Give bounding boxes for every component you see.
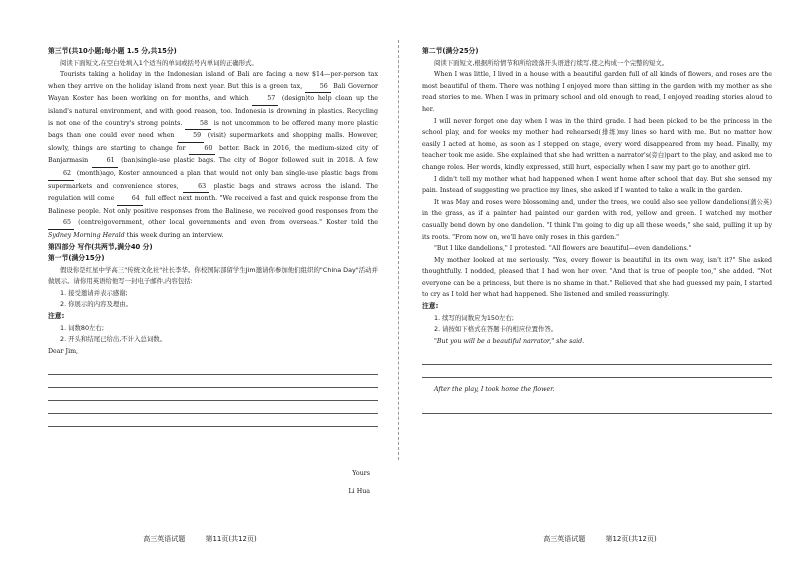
writing-line[interactable] (422, 401, 772, 414)
note-item: 2. 开头和结尾已给出,不计入总词数。 (60, 335, 167, 344)
right-notes-list (422, 313, 772, 336)
writing-section1-instructions: 假设你是红星中学高三"传统文化社"社长李华。你校国际部留学生Jim邀请你参加他们组织的"China Day"活动并做展示。请你用英语给他写一封电子邮件,内容包括: (48, 265, 378, 286)
notes-list (48, 323, 378, 346)
footer-page-number: 第12页(共12页) (605, 535, 657, 543)
story-paragraph: "But I like dandelions," I protested. "All flowers are beautiful—even dandelions." (434, 245, 692, 253)
footer-page-number: 第11页(共12页) (205, 535, 257, 543)
writing-line[interactable] (48, 375, 378, 388)
section2-title: 第二节(满分25分) (422, 47, 479, 55)
continuation-area-1[interactable] (422, 352, 772, 378)
writing-line[interactable] (422, 352, 772, 365)
right-page (400, 0, 800, 566)
writing-line[interactable] (48, 388, 378, 401)
blank-59[interactable]: 59 (178, 130, 204, 143)
note-item: 1. 续写的词数应为150左右; (434, 313, 514, 322)
story-paragraph: I will never forget one day when I was in the third grade. I had been picked to be the princess in the school play, and for weeks my mother had rehearsed(排练)my lines so hard with me. But no matter how easily I acted at home, as soon as I stepped on stage, every word disappeared from my head. Finally, my teacher took me aside. She explained that she had written a narrator's(旁白)part to the play, and asked me to change roles. Her words, kindly expressed, still hurt, especially when I saw my part go to another girl. (422, 117, 772, 171)
continuation-area-2[interactable] (422, 401, 772, 414)
right-note-title: 注意: (422, 302, 439, 311)
letter-signature: Li Hua (348, 487, 370, 495)
right-footer (400, 534, 800, 544)
letter-closing: Yours (352, 469, 370, 477)
requirement-item: 1. 接受邀请并表示感谢; (60, 288, 128, 297)
blank-61[interactable]: 61 (92, 155, 118, 168)
blank-62[interactable]: 62 (48, 168, 74, 181)
writing-line[interactable] (48, 401, 378, 414)
story-paragraph: My mother looked at me seriously. "Yes, every flower is beautiful in its own way, isn't it?" She asked thoughtfully. I nodded, pleased that I had won her over. "And that is true of people too," she added. "Not everyone can be a princess, but there is no shame in that." Relieved that she had guessed my pain, I started to cry as I told her what had happened. She listened and smiled reassuringly. (422, 256, 772, 299)
blank-65[interactable]: 65 (48, 217, 74, 230)
section3-title: 第三节(共10小题;每小题 1.5 分,共15分) (48, 47, 177, 55)
blank-57[interactable]: 57 (252, 93, 278, 106)
blank-64[interactable]: 64 (117, 193, 143, 206)
footer-title: 高三英语试题 (543, 535, 586, 543)
story-paragraph: When I was little, I lived in a house with a beautiful garden full of all kinds of flowers, and roses are the most beautiful of them. There was nothing I enjoyed more than sitting in the garden with my mother as she read stories to me. When I was in primary school and old enough to read, I enjoyed reading stories aloud to her. (422, 71, 772, 113)
continuation-start-1: "But you will be a beautiful narrator," she said. (434, 337, 585, 345)
note-item: 2. 请按如下格式在答题卡的相应位置作答。 (434, 325, 558, 334)
story-paragraph: I didn't tell my mother what had happened when I went home after school that day. But she sensed my pain. Instead of suggesting we practice my lines, she asked if I wanted to take a walk in the garden. (422, 175, 772, 195)
story-paragraph: It was May and roses were blossoming and, under the trees, we could also see yellow dandelions(蒲公英) in the grass, as if a painter had painted our garden with red, yellow and green. I watched my mother casually bend down by one dandelion. "I think I'm going to dig up all these weeds," she said, pulling it up by its roots. "From now on, we'll have only roses in this garden." (422, 198, 772, 241)
cloze-passage: Tourists taking a holiday in the Indonesian island of Bali are facing a new $14—per-person tax when they arrive on the holiday island from next year. But this is a green tax, 56 Bali Governor Wayan Koster has been working on for months, and which 57 (design)to help clean up the island's natural environment, and with good reason, too. Indonesia is drowning in plastics. Recycling is not one of the country's strong points. 58 is not uncommon to be offered many more plastic bags than one could ever need when 59 (visit) supermarkets and shopping malls. However, slowly, things are starting to change for 60 better. Back in 2016, the medium-sized city of Banjarmasin 61 (ban)single-use plastic bags. The city of Bogor followed suit in 2018. A few 62 (month)ago, Koster announced a plan that would not only ban single-use plastic bags from supermarkets and convenience stores, 63 plastic bags and straws across the island. The regulation will come 64 full effect next month. "We received a fast and quick response from the Balinese people. Not only positive responses from the Balinese, we received good responses from the 65 (centre)government, other local governments and even from overseas." Koster told the Sydney Morning Herald this week during an interview. (48, 71, 379, 239)
blank-58[interactable]: 58 (185, 118, 211, 131)
writing-line[interactable] (422, 365, 772, 378)
note-title: 注意: (48, 312, 65, 321)
section3-instructions: 阅读下面短文,在空白处填入1个适当的单词或括号内单词的正确形式。 (60, 58, 258, 67)
note-item: 1. 词数80左右; (60, 323, 104, 332)
newspaper-name: Sydney Morning Herald (48, 231, 125, 239)
letter-greeting: Dear Jim, (48, 347, 79, 355)
part4-title: 第四部分 写作(共两节,满分40 分) (48, 242, 153, 251)
writing-area[interactable] (48, 362, 378, 427)
requirement-item: 2. 你展示的内容及理由。 (60, 300, 133, 309)
section2-instructions: 阅读下面短文,根据所给情节和所给段落开头语进行续写,使之构成一个完整的短文。 (434, 58, 669, 67)
right-content (422, 46, 772, 414)
continuation-start-2: After the play, I took home the flower. (434, 386, 555, 394)
blank-63[interactable]: 63 (183, 181, 209, 194)
footer-title: 高三英语试题 (143, 535, 186, 543)
left-content (48, 46, 378, 504)
blank-56[interactable]: 56 (305, 81, 331, 94)
writing-line[interactable] (48, 414, 378, 427)
writing-requirements (48, 288, 378, 311)
left-footer (0, 534, 400, 544)
writing-section1-title: 第一节(满分15分) (48, 254, 105, 263)
writing-line[interactable] (48, 362, 378, 375)
blank-60[interactable]: 60 (189, 143, 215, 156)
page-divider (398, 40, 399, 460)
